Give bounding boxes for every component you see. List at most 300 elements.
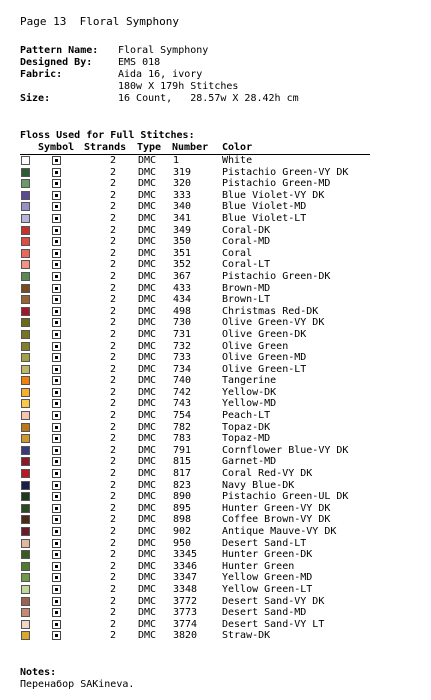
- type-cell: DMC: [138, 212, 157, 224]
- number-cell: 3773: [173, 607, 198, 619]
- number-cell: 349: [173, 224, 192, 236]
- floss-row: [20, 607, 370, 619]
- color-name-cell: Cornflower Blue-VY DK: [222, 444, 349, 456]
- strands-cell: 2: [110, 282, 117, 294]
- color-name-cell: Desert Sand-VY DK: [222, 595, 325, 607]
- number-cell: 3348: [173, 583, 198, 595]
- color-name-cell: Olive Green-LT: [222, 363, 307, 375]
- floss-row: [20, 317, 370, 329]
- color-swatch: [21, 365, 30, 374]
- strands-cell: 2: [110, 421, 117, 433]
- color-name-cell: Straw-DK: [222, 630, 271, 642]
- number-cell: 1: [173, 155, 180, 166]
- number-cell: 902: [173, 526, 192, 537]
- stitch-symbol-icon: [52, 481, 61, 490]
- color-swatch: [21, 202, 30, 211]
- floss-row: [20, 596, 370, 608]
- stitch-symbol-icon: [52, 237, 61, 246]
- notes-text: Перенабор SAKineva.: [20, 679, 135, 690]
- type-cell: DMC: [138, 375, 157, 387]
- stitch-symbol-icon: [52, 562, 61, 571]
- number-cell: 817: [173, 468, 192, 480]
- color-swatch: [21, 434, 30, 443]
- floss-row: [20, 352, 370, 364]
- strands-cell: 2: [110, 560, 117, 572]
- color-name-cell: Coffee Brown-VY DK: [222, 514, 331, 526]
- color-name-cell: Coral-DK: [222, 224, 271, 236]
- color-swatch: [21, 318, 30, 327]
- stitch-symbol-icon: [52, 260, 61, 269]
- number-cell: 731: [173, 328, 192, 340]
- number-cell: 791: [173, 444, 192, 456]
- number-cell: 352: [173, 259, 192, 271]
- strands-cell: 2: [110, 224, 117, 236]
- color-swatch: [21, 539, 30, 548]
- stitch-symbol-icon: [52, 318, 61, 327]
- color-name-cell: Hunter Green-DK: [222, 549, 313, 561]
- color-swatch: [21, 469, 30, 478]
- stitch-symbol-icon: [52, 342, 61, 351]
- color-name-cell: Yellow Green-LT: [222, 583, 313, 595]
- floss-table-header: [20, 142, 370, 154]
- strands-cell: 2: [110, 189, 117, 201]
- stitch-symbol-icon: [52, 388, 61, 397]
- stitch-symbol-icon: [52, 608, 61, 617]
- number-cell: 498: [173, 305, 192, 317]
- number-cell: 898: [173, 514, 192, 526]
- type-cell: DMC: [138, 537, 157, 549]
- type-cell: DMC: [138, 514, 157, 526]
- info-label: Fabric:: [20, 69, 63, 80]
- number-cell: 734: [173, 363, 192, 375]
- number-cell: 367: [173, 270, 192, 282]
- color-swatch: [21, 527, 30, 536]
- number-cell: 3772: [173, 595, 198, 607]
- number-cell: 815: [173, 456, 192, 468]
- color-swatch: [21, 237, 30, 246]
- type-cell: DMC: [138, 270, 157, 282]
- strands-cell: 2: [110, 386, 117, 398]
- color-swatch: [21, 620, 30, 629]
- type-cell: DMC: [138, 178, 157, 190]
- type-cell: DMC: [138, 560, 157, 572]
- stitch-symbol-icon: [52, 202, 61, 211]
- floss-row: [20, 341, 370, 353]
- floss-row: [20, 155, 370, 167]
- number-cell: 754: [173, 410, 192, 422]
- info-row: [20, 81, 299, 93]
- color-name-cell: Coral-MD: [222, 236, 271, 248]
- strands-cell: 2: [110, 491, 117, 503]
- strands-cell: 2: [110, 618, 117, 630]
- type-cell: DMC: [138, 583, 157, 595]
- color-name-cell: Topaz-DK: [222, 421, 271, 433]
- type-cell: DMC: [138, 166, 157, 178]
- color-swatch: [21, 284, 30, 293]
- floss-row: [20, 387, 370, 399]
- color-swatch: [21, 608, 30, 617]
- floss-row: [20, 526, 370, 538]
- type-cell: DMC: [138, 328, 157, 340]
- type-cell: DMC: [138, 224, 157, 236]
- number-cell: 3345: [173, 549, 198, 561]
- stitch-symbol-icon: [52, 550, 61, 559]
- stitch-symbol-icon: [52, 457, 61, 466]
- strands-cell: 2: [110, 375, 117, 387]
- color-name-cell: Coral-LT: [222, 259, 271, 271]
- strands-cell: 2: [110, 201, 117, 213]
- header-strands: Strands: [84, 142, 127, 153]
- color-name-cell: Blue Violet-LT: [222, 212, 307, 224]
- number-cell: 783: [173, 433, 192, 445]
- info-value: EMS 018: [118, 57, 161, 68]
- stitch-symbol-icon: [52, 365, 61, 374]
- color-name-cell: Blue Violet-VY DK: [222, 189, 325, 201]
- strands-cell: 2: [110, 398, 117, 410]
- floss-row: [20, 572, 370, 584]
- stitch-symbol-icon: [52, 156, 61, 165]
- color-name-cell: Yellow-MD: [222, 398, 277, 410]
- stitch-symbol-icon: [52, 214, 61, 223]
- color-name-cell: Pistachio Green-MD: [222, 178, 331, 190]
- strands-cell: 2: [110, 236, 117, 248]
- color-name-cell: Blue Violet-MD: [222, 201, 307, 213]
- color-swatch: [21, 562, 30, 571]
- type-cell: DMC: [138, 282, 157, 294]
- color-name-cell: Tangerine: [222, 375, 277, 387]
- type-cell: DMC: [138, 398, 157, 410]
- color-swatch: [21, 504, 30, 513]
- color-name-cell: Desert Sand-MD: [222, 607, 307, 619]
- floss-row: [20, 491, 370, 503]
- type-cell: DMC: [138, 155, 157, 166]
- number-cell: 350: [173, 236, 192, 248]
- number-cell: 743: [173, 398, 192, 410]
- type-cell: DMC: [138, 526, 157, 537]
- type-cell: DMC: [138, 352, 157, 364]
- color-swatch: [21, 330, 30, 339]
- number-cell: 3346: [173, 560, 198, 572]
- floss-row: [20, 630, 370, 642]
- stitch-symbol-icon: [52, 539, 61, 548]
- strands-cell: 2: [110, 340, 117, 352]
- stitch-symbol-icon: [52, 399, 61, 408]
- number-cell: 351: [173, 247, 192, 259]
- type-cell: DMC: [138, 456, 157, 468]
- number-cell: 742: [173, 386, 192, 398]
- floss-row: [20, 236, 370, 248]
- color-name-cell: Peach-LT: [222, 410, 271, 422]
- strands-cell: 2: [110, 166, 117, 178]
- number-cell: 890: [173, 491, 192, 503]
- floss-row: [20, 561, 370, 573]
- strands-cell: 2: [110, 270, 117, 282]
- floss-row: [20, 294, 370, 306]
- color-name-cell: Pistachio Green-VY DK: [222, 166, 349, 178]
- color-swatch: [21, 446, 30, 455]
- type-cell: DMC: [138, 189, 157, 201]
- color-swatch: [21, 214, 30, 223]
- type-cell: DMC: [138, 201, 157, 213]
- strands-cell: 2: [110, 502, 117, 514]
- stitch-symbol-icon: [52, 585, 61, 594]
- strands-cell: 2: [110, 595, 117, 607]
- floss-row: [20, 283, 370, 295]
- stitch-symbol-icon: [52, 376, 61, 385]
- floss-row: [20, 456, 370, 468]
- type-cell: DMC: [138, 433, 157, 445]
- color-name-cell: Christmas Red-DK: [222, 305, 319, 317]
- color-swatch: [21, 295, 30, 304]
- info-label: [20, 81, 118, 93]
- color-name-cell: Hunter Green: [222, 560, 295, 572]
- color-swatch: [21, 515, 30, 524]
- number-cell: 340: [173, 201, 192, 213]
- color-swatch: [21, 411, 30, 420]
- strands-cell: 2: [110, 212, 117, 224]
- strands-cell: 2: [110, 526, 117, 537]
- color-name-cell: Antique Mauve-VY DK: [222, 526, 337, 537]
- type-cell: DMC: [138, 317, 157, 329]
- strands-cell: 2: [110, 433, 117, 445]
- type-cell: DMC: [138, 549, 157, 561]
- floss-row: [20, 259, 370, 271]
- floss-row: [20, 375, 370, 387]
- strands-cell: 2: [110, 352, 117, 364]
- header-color: Color: [222, 142, 253, 153]
- stitch-symbol-icon: [52, 284, 61, 293]
- color-name-cell: Brown-MD: [222, 282, 271, 294]
- floss-row: [20, 178, 370, 190]
- strands-cell: 2: [110, 583, 117, 595]
- color-name-cell: Olive Green-DK: [222, 328, 307, 340]
- number-cell: 434: [173, 294, 192, 306]
- strands-cell: 2: [110, 247, 117, 259]
- color-name-cell: Yellow Green-MD: [222, 572, 313, 584]
- floss-row: [20, 549, 370, 561]
- color-name-cell: Olive Green: [222, 340, 289, 352]
- number-cell: 341: [173, 212, 192, 224]
- stitch-symbol-icon: [52, 504, 61, 513]
- strands-cell: 2: [110, 607, 117, 619]
- stitch-symbol-icon: [52, 515, 61, 524]
- header-type: Type: [137, 142, 162, 153]
- number-cell: 3774: [173, 618, 198, 630]
- stitch-symbol-icon: [52, 423, 61, 432]
- info-value: Aida 16, ivory: [118, 69, 203, 80]
- stitch-symbol-icon: [52, 168, 61, 177]
- color-swatch: [21, 481, 30, 490]
- type-cell: DMC: [138, 502, 157, 514]
- type-cell: DMC: [138, 363, 157, 375]
- color-name-cell: Olive Green-VY DK: [222, 317, 325, 329]
- page-title: Page 13 Floral Symphony: [20, 15, 179, 28]
- strands-cell: 2: [110, 259, 117, 271]
- info-label: Size:: [20, 93, 51, 104]
- color-swatch: [21, 307, 30, 316]
- color-name-cell: Topaz-MD: [222, 433, 271, 445]
- color-swatch: [21, 423, 30, 432]
- info-row: [20, 69, 299, 81]
- notes-title: Notes:: [20, 667, 57, 678]
- stitch-symbol-icon: [52, 527, 61, 536]
- strands-cell: 2: [110, 468, 117, 480]
- floss-row: [20, 225, 370, 237]
- floss-row: [20, 422, 370, 434]
- pattern-info: [20, 45, 299, 105]
- strands-cell: 2: [110, 549, 117, 561]
- number-cell: 733: [173, 352, 192, 364]
- stitch-symbol-icon: [52, 597, 61, 606]
- floss-row: [20, 271, 370, 283]
- floss-row: [20, 445, 370, 457]
- color-swatch: [21, 388, 30, 397]
- info-value: Floral Symphony: [118, 45, 209, 56]
- color-swatch: [21, 226, 30, 235]
- strands-cell: 2: [110, 294, 117, 306]
- type-cell: DMC: [138, 479, 157, 491]
- number-cell: 823: [173, 479, 192, 491]
- number-cell: 730: [173, 317, 192, 329]
- floss-row: [20, 468, 370, 480]
- color-swatch: [21, 457, 30, 466]
- color-name-cell: Navy Blue-DK: [222, 479, 295, 491]
- strands-cell: 2: [110, 155, 117, 166]
- color-swatch: [21, 353, 30, 362]
- strands-cell: 2: [110, 537, 117, 549]
- type-cell: DMC: [138, 305, 157, 317]
- strands-cell: 2: [110, 630, 117, 642]
- floss-row: [20, 167, 370, 179]
- floss-row: [20, 201, 370, 213]
- strands-cell: 2: [110, 456, 117, 468]
- number-cell: 895: [173, 502, 192, 514]
- number-cell: 320: [173, 178, 192, 190]
- color-swatch: [21, 573, 30, 582]
- number-cell: 319: [173, 166, 192, 178]
- type-cell: DMC: [138, 630, 157, 642]
- strands-cell: 2: [110, 328, 117, 340]
- stitch-symbol-icon: [52, 411, 61, 420]
- strands-cell: 2: [110, 572, 117, 584]
- color-swatch: [21, 260, 30, 269]
- color-name-cell: Desert Sand-LT: [222, 537, 307, 549]
- color-swatch: [21, 191, 30, 200]
- type-cell: DMC: [138, 386, 157, 398]
- floss-row: [20, 398, 370, 410]
- color-swatch: [21, 550, 30, 559]
- floss-row: [20, 306, 370, 318]
- color-swatch: [21, 376, 30, 385]
- floss-row: [20, 619, 370, 631]
- type-cell: DMC: [138, 421, 157, 433]
- floss-row: [20, 480, 370, 492]
- info-row: [20, 93, 299, 105]
- color-swatch: [21, 272, 30, 281]
- floss-row: [20, 538, 370, 550]
- color-swatch: [21, 585, 30, 594]
- floss-row: [20, 514, 370, 526]
- floss-row: [20, 213, 370, 225]
- floss-table-body: [20, 155, 370, 642]
- stitch-symbol-icon: [52, 179, 61, 188]
- stitch-symbol-icon: [52, 272, 61, 281]
- stitch-symbol-icon: [52, 330, 61, 339]
- strands-cell: 2: [110, 178, 117, 190]
- stitch-symbol-icon: [52, 226, 61, 235]
- number-cell: 333: [173, 189, 192, 201]
- stitch-symbol-icon: [52, 191, 61, 200]
- color-name-cell: Pistachio Green-UL DK: [222, 491, 349, 503]
- floss-row: [20, 329, 370, 341]
- type-cell: DMC: [138, 236, 157, 248]
- stitch-symbol-icon: [52, 620, 61, 629]
- color-swatch: [21, 249, 30, 258]
- color-name-cell: Pistachio Green-DK: [222, 270, 331, 282]
- color-swatch: [21, 168, 30, 177]
- number-cell: 782: [173, 421, 192, 433]
- color-swatch: [21, 156, 30, 165]
- color-swatch: [21, 399, 30, 408]
- floss-row: [20, 248, 370, 260]
- number-cell: 3820: [173, 630, 198, 642]
- type-cell: DMC: [138, 618, 157, 630]
- stitch-symbol-icon: [52, 307, 61, 316]
- floss-row: [20, 364, 370, 376]
- strands-cell: 2: [110, 317, 117, 329]
- number-cell: 732: [173, 340, 192, 352]
- info-value: 180w X 179h Stitches: [118, 81, 239, 92]
- stitch-symbol-icon: [52, 573, 61, 582]
- color-name-cell: Olive Green-MD: [222, 352, 307, 364]
- color-name-cell: Brown-LT: [222, 294, 271, 306]
- strands-cell: 2: [110, 305, 117, 317]
- color-swatch: [21, 342, 30, 351]
- color-name-cell: White: [222, 155, 253, 166]
- color-name-cell: Garnet-MD: [222, 456, 277, 468]
- floss-row: [20, 410, 370, 422]
- type-cell: DMC: [138, 468, 157, 480]
- type-cell: DMC: [138, 572, 157, 584]
- color-name-cell: Coral Red-VY DK: [222, 468, 313, 480]
- color-name-cell: Desert Sand-VY LT: [222, 618, 325, 630]
- strands-cell: 2: [110, 363, 117, 375]
- strands-cell: 2: [110, 410, 117, 422]
- color-swatch: [21, 631, 30, 640]
- stitch-symbol-icon: [52, 434, 61, 443]
- info-row: [20, 57, 299, 69]
- info-label: Pattern Name:: [20, 45, 99, 56]
- number-cell: 950: [173, 537, 192, 549]
- floss-row: [20, 433, 370, 445]
- stitch-symbol-icon: [52, 446, 61, 455]
- strands-cell: 2: [110, 444, 117, 456]
- number-cell: 740: [173, 375, 192, 387]
- color-name-cell: Yellow-DK: [222, 386, 277, 398]
- color-swatch: [21, 597, 30, 606]
- type-cell: DMC: [138, 607, 157, 619]
- number-cell: 433: [173, 282, 192, 294]
- info-value: 16 Count, 28.57w X 28.42h cm: [118, 93, 299, 104]
- type-cell: DMC: [138, 410, 157, 422]
- stitch-symbol-icon: [52, 469, 61, 478]
- floss-section-title: Floss Used for Full Stitches:: [20, 130, 195, 141]
- color-name-cell: Coral: [222, 247, 253, 259]
- header-symbol: Symbol: [38, 142, 75, 153]
- color-swatch: [21, 492, 30, 501]
- stitch-symbol-icon: [52, 295, 61, 304]
- info-label: Designed By:: [20, 57, 93, 68]
